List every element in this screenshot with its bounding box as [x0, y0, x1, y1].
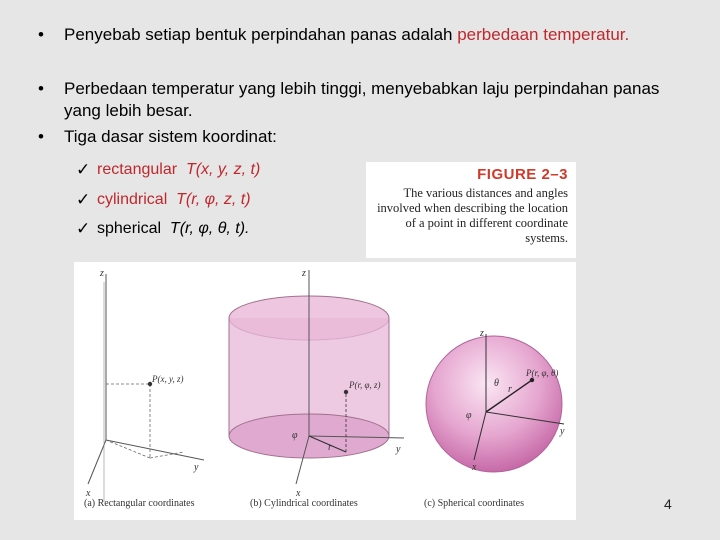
axis-label-y: y — [560, 426, 565, 437]
point-label-rect: P(x, y, z) — [152, 374, 184, 384]
axis-label-phi: φ — [292, 430, 298, 441]
coord-formula: T(r, φ, z, t) — [176, 191, 251, 208]
axis-label-r: r — [508, 384, 512, 395]
spherical-diagram — [426, 328, 565, 473]
axis-label-r: r — [328, 442, 332, 453]
coord-item-spherical — [97, 218, 249, 240]
coord-formula: T(r, φ, θ, t). — [169, 220, 250, 237]
bullet-text-1 — [64, 24, 664, 46]
point-label-sph: P(r, φ, θ) — [526, 368, 559, 378]
axis-label-x: x — [86, 488, 91, 499]
figure-label-c: (c) Spherical coordinates — [424, 498, 524, 509]
bullet-text-1-highlight: perbedaan temperatur. — [457, 25, 630, 44]
coord-name: rectangular — [97, 161, 178, 178]
bullet-text-3: Tiga dasar sistem koordinat: — [64, 127, 277, 146]
figure-label-a: (a) Rectangular coordinates — [84, 498, 195, 509]
coord-name: cylindrical — [97, 191, 168, 208]
checkmark-icon: ✓ — [76, 160, 91, 179]
axis-label-z: z — [302, 268, 306, 279]
coord-item-rectangular — [97, 159, 260, 181]
coord-formula: T(x, y, z, t) — [185, 161, 261, 178]
coord-item-cylindrical — [97, 189, 251, 211]
axis-label-theta: θ — [494, 378, 499, 389]
figure-label-b: (b) Cylindrical coordinates — [250, 498, 358, 509]
coordinate-figure — [74, 262, 576, 520]
checkmark-icon: ✓ — [76, 219, 91, 238]
figure-caption-box — [366, 162, 576, 258]
bullet-marker: • — [38, 79, 44, 98]
figure-title: FIGURE 2–3 — [477, 166, 568, 183]
axis-label-y: y — [396, 444, 401, 455]
cylindrical-diagram — [229, 268, 404, 499]
bullet-text-1-main: Penyebab setiap bentuk perpindahan panas adalah — [64, 25, 458, 44]
figure-caption: The various distances and angles involved when describing the location of a point in different coordinate systems. — [377, 186, 568, 245]
coordinate-diagram — [74, 262, 576, 520]
axis-label-x: x — [472, 462, 477, 473]
axis-label-y: y — [194, 462, 199, 473]
axis-label-x: x — [296, 488, 301, 499]
axis-label-z: z — [100, 268, 104, 279]
axis-label-z: z — [480, 328, 484, 339]
checkmark-icon: ✓ — [76, 190, 91, 209]
bullet-text-2: Perbedaan temperatur yang lebih tinggi, menyebabkan laju perpindahan panas yang lebih besar. — [64, 79, 660, 120]
rectangular-diagram — [85, 268, 204, 502]
axis-label-phi: φ — [466, 410, 472, 421]
bullet-marker: • — [38, 25, 44, 44]
page-number: 4 — [664, 496, 672, 512]
point-label-cyl: P(r, φ, z) — [349, 380, 381, 390]
coord-name: spherical — [97, 220, 162, 237]
bullet-marker: • — [38, 127, 44, 146]
